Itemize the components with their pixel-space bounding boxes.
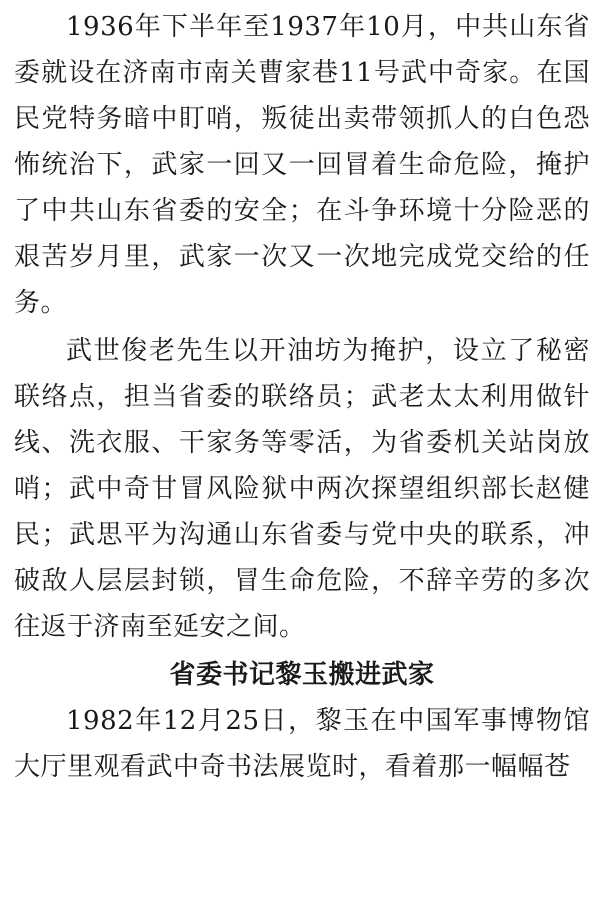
paragraph-1: 1936年下半年至1937年10月，中共山东省委就设在济南市南关曹家巷11号武中奇家。在国民党特务暗中盯哨，叛徒出卖带领抓人的白色恐怖统治下，武家一回又一回冒着生命危险，掩护了中共山东省委的安全；在斗争环境十分险恶的艰苦岁月里，武家一次又一次地完成党交给的任务。	[14, 12, 590, 318]
paragraph-2: 武世俊老先生以开油坊为掩护，设立了秘密联络点，担当省委的联络员；武老太太利用做针线、洗衣服、干家务等零活，为省委机关站岗放哨；武中奇甘冒风险狱中两次探望组织部长赵健民；武思平为沟通山东省委与党中央的联系，冲破敌人层层封锁，冒生命危险，不辞辛劳的多次往返于济南至延安之间。	[14, 336, 590, 642]
paragraph-3: 1982年12月25日，黎玉在中国军事博物馆大厅里观看武中奇书法展览时，看着那一幅幅苍	[14, 706, 590, 782]
section-heading: 省委书记黎玉搬进武家	[169, 660, 435, 690]
